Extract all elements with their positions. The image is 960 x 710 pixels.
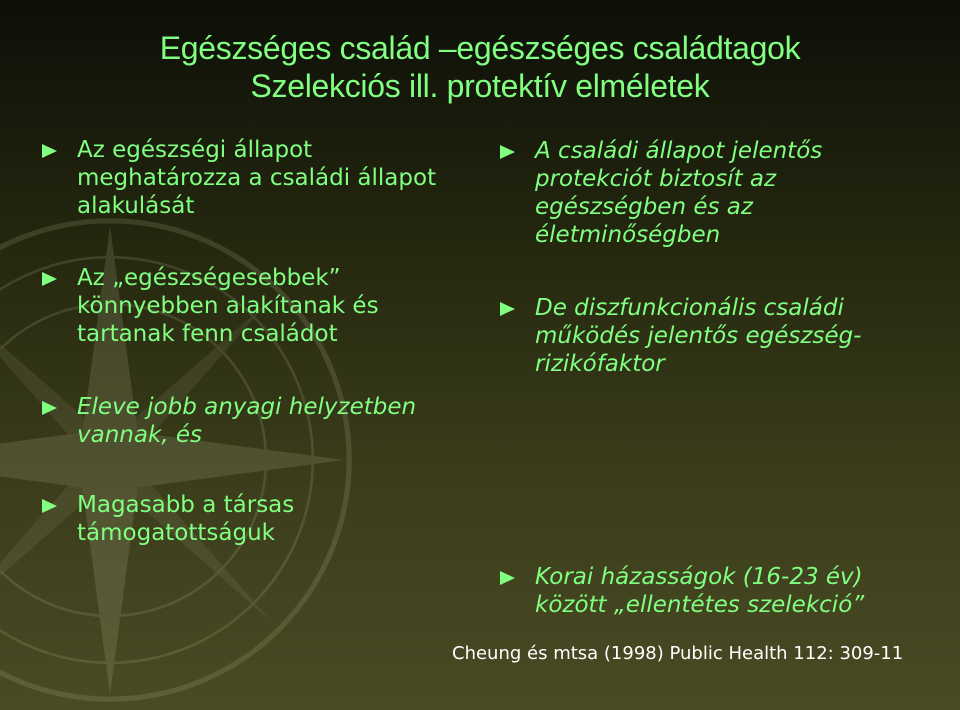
triangle-bullet-icon: [500, 302, 515, 316]
bullet-item: [500, 137, 920, 257]
triangle-bullet-icon: [42, 272, 57, 286]
bullet-text: Magasabb a társas támogatottságuk: [77, 492, 295, 546]
bullet-item: [500, 563, 920, 623]
bullet-text: Az egészségi állapot meghatározza a családi állapot alakulását: [77, 137, 437, 219]
triangle-bullet-icon: [500, 571, 515, 585]
triangle-bullet-icon: [42, 499, 57, 513]
slide-title-line2: Szelekciós ill. protektív elméletek: [250, 68, 710, 104]
triangle-bullet-icon: [500, 145, 515, 159]
bullet-item: [42, 491, 462, 551]
bullet-text: A családi állapot jelentős protekciót biztosít az egészségben és az életminőségben: [535, 138, 823, 248]
triangle-bullet-icon: [42, 401, 57, 415]
reference-citation: Cheung és mtsa (1998) Public Health 112: 309-11: [452, 643, 904, 664]
bullet-item: [42, 136, 462, 226]
bullet-item: [500, 294, 920, 384]
bullet-text: Korai házasságok (16-23 év) között „ellentétes szelekció”: [535, 564, 865, 618]
bullet-text: Az „egészségesebbek” könnyebben alakítanak és tartanak fenn családot: [77, 265, 379, 347]
slide-title-line1: Egészséges család –egészséges családtagok: [159, 30, 801, 66]
triangle-bullet-icon: [42, 144, 57, 158]
bullet-item: [42, 264, 462, 354]
bullet-text: De diszfunkcionális családi működés jelentős egészség- rizikófaktor: [535, 295, 862, 377]
bullet-item: [42, 393, 462, 453]
bullet-text: Eleve jobb anyagi helyzetben vannak, és: [77, 394, 417, 448]
